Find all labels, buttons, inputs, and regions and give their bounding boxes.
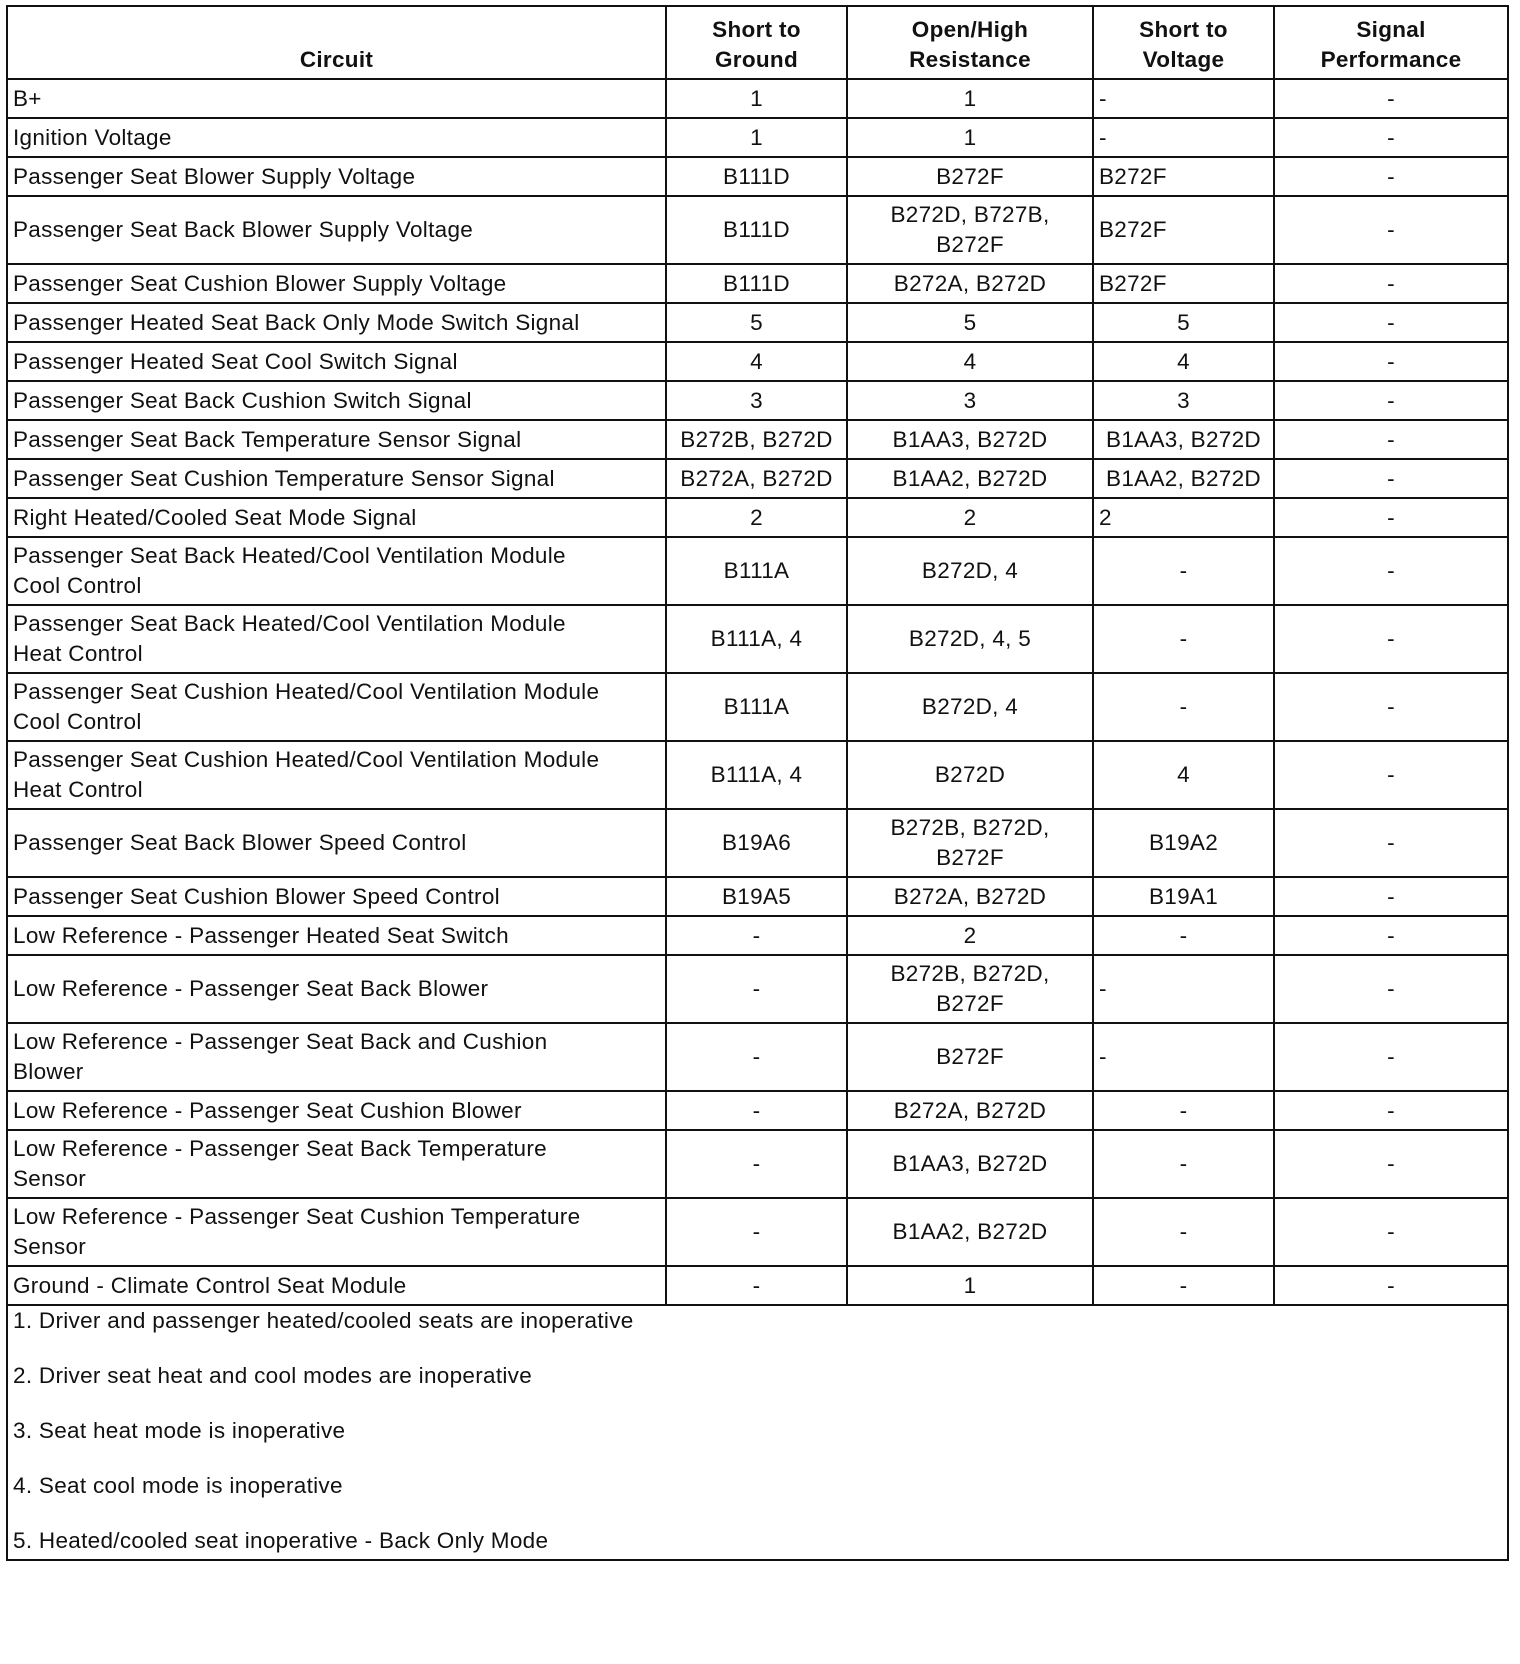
cell-short-to-voltage-line: 4 xyxy=(1177,348,1190,374)
cell-short-to-ground xyxy=(666,381,847,420)
cell-short-to-ground xyxy=(666,877,847,916)
table-row xyxy=(7,498,1508,537)
cell-short-to-voltage xyxy=(1093,741,1274,809)
cell-signal-performance: - xyxy=(1274,342,1508,381)
table-row xyxy=(7,118,1508,157)
cell-open-high-resistance xyxy=(847,877,1093,916)
cell-open-high-resistance-line: B272B, B272D, xyxy=(890,961,1050,986)
cell-short-to-ground xyxy=(666,741,847,809)
table-row xyxy=(7,1023,1508,1091)
header-short-to-ground-line-2: Ground xyxy=(714,47,799,72)
table-body xyxy=(7,79,1508,1305)
cell-open-high-resistance-line: B272D xyxy=(934,762,1006,787)
cell-open-high-resistance-line: B1AA3, B272D xyxy=(892,1151,1048,1176)
cell-short-to-ground xyxy=(666,1091,847,1130)
header-circuit: Circuit xyxy=(7,6,666,79)
cell-circuit-line: Passenger Seat Cushion Blower Speed Control xyxy=(13,883,500,909)
cell-short-to-ground xyxy=(666,916,847,955)
cell-circuit-line: Blower xyxy=(13,1059,84,1084)
cell-short-to-voltage-line: - xyxy=(1179,1219,1188,1244)
cell-circuit-line: Passenger Heated Seat Cool Switch Signal xyxy=(13,348,458,374)
footnote-item: 3. Seat heat mode is inoperative xyxy=(13,1418,346,1443)
cell-signal-performance: - xyxy=(1274,498,1508,537)
header-row xyxy=(7,6,1508,79)
cell-circuit xyxy=(7,1023,666,1091)
header-signal-performance xyxy=(1274,6,1508,79)
footnotes-row xyxy=(7,1305,1508,1560)
cell-circuit-line: Ignition Voltage xyxy=(13,124,172,150)
cell-signal-performance: - xyxy=(1274,303,1508,342)
cell-short-to-voltage-line: - xyxy=(1099,124,1107,150)
cell-open-high-resistance-line: B272A, B272D xyxy=(893,883,1047,909)
cell-short-to-voltage-line: 5 xyxy=(1177,309,1190,335)
cell-circuit-line: Passenger Seat Cushion Heated/Cool Ventilation Module xyxy=(13,679,600,704)
table-row xyxy=(7,381,1508,420)
cell-circuit xyxy=(7,741,666,809)
cell-short-to-ground xyxy=(666,537,847,605)
cell-open-high-resistance xyxy=(847,605,1093,673)
cell-circuit-line: Sensor xyxy=(13,1234,87,1259)
cell-open-high-resistance xyxy=(847,537,1093,605)
cell-circuit-line: Ground - Climate Control Seat Module xyxy=(13,1272,407,1298)
cell-short-to-voltage-line: - xyxy=(1179,922,1188,948)
cell-open-high-resistance-line: 1 xyxy=(963,1272,977,1298)
cell-short-to-voltage xyxy=(1093,342,1274,381)
table-row xyxy=(7,157,1508,196)
header-short-to-voltage-line-1: Short to xyxy=(1139,17,1228,42)
cell-circuit-line: Passenger Seat Back Temperature Sensor Signal xyxy=(13,426,522,452)
cell-short-to-ground-line: B19A5 xyxy=(721,883,792,909)
cell-short-to-voltage-line: - xyxy=(1179,1151,1188,1176)
header-open-high-resistance-line-1: Open/High xyxy=(911,17,1029,42)
cell-circuit-line: Right Heated/Cooled Seat Mode Signal xyxy=(13,504,417,530)
cell-circuit-line: Passenger Seat Back Cushion Switch Signal xyxy=(13,387,472,413)
cell-short-to-voltage xyxy=(1093,459,1274,498)
cell-signal-performance: - xyxy=(1274,1023,1508,1091)
cell-circuit-line: Low Reference - Passenger Seat Back Blower xyxy=(13,976,489,1001)
cell-open-high-resistance-line: 2 xyxy=(963,922,977,948)
table-row xyxy=(7,1198,1508,1266)
cell-short-to-voltage-line: - xyxy=(1179,1097,1188,1123)
cell-short-to-voltage-line: B1AA2, B272D xyxy=(1106,465,1261,491)
cell-signal-performance: - xyxy=(1274,1130,1508,1198)
cell-short-to-ground-line: B111D xyxy=(723,270,790,296)
cell-circuit xyxy=(7,79,666,118)
cell-short-to-ground xyxy=(666,196,847,264)
cell-short-to-voltage-line: 2 xyxy=(1099,504,1112,530)
cell-circuit-line: Passenger Seat Blower Supply Voltage xyxy=(13,163,416,189)
cell-circuit xyxy=(7,498,666,537)
cell-circuit xyxy=(7,955,666,1023)
cell-open-high-resistance-line: B272B, B272D, xyxy=(890,815,1050,840)
cell-circuit xyxy=(7,459,666,498)
cell-short-to-ground-line: B111D xyxy=(723,163,790,189)
cell-short-to-voltage xyxy=(1093,673,1274,741)
cell-signal-performance: - xyxy=(1274,877,1508,916)
cell-circuit xyxy=(7,196,666,264)
cell-short-to-voltage-line: - xyxy=(1099,976,1107,1001)
cell-circuit-line: Passenger Seat Back Blower Supply Voltage xyxy=(13,217,474,242)
table-row xyxy=(7,877,1508,916)
cell-circuit xyxy=(7,809,666,877)
cell-short-to-ground-line: B111A, 4 xyxy=(710,762,803,787)
cell-short-to-ground xyxy=(666,955,847,1023)
cell-open-high-resistance-line: B272F xyxy=(936,163,1004,189)
cell-open-high-resistance xyxy=(847,118,1093,157)
cell-short-to-ground-line: B111A xyxy=(723,694,790,719)
cell-circuit xyxy=(7,1266,666,1305)
cell-circuit xyxy=(7,118,666,157)
cell-short-to-ground xyxy=(666,342,847,381)
cell-short-to-ground-line: 3 xyxy=(750,387,763,413)
cell-short-to-ground xyxy=(666,1130,847,1198)
cell-short-to-voltage xyxy=(1093,196,1274,264)
cell-circuit-line: Low Reference - Passenger Seat Cushion Temperature xyxy=(13,1204,581,1229)
footnote-item: 1. Driver and passenger heated/cooled seats are inoperative xyxy=(13,1308,634,1333)
cell-short-to-ground-line: 2 xyxy=(750,504,763,530)
cell-circuit xyxy=(7,916,666,955)
cell-open-high-resistance xyxy=(847,498,1093,537)
cell-short-to-voltage xyxy=(1093,809,1274,877)
cell-circuit-line: Passenger Heated Seat Back Only Mode Switch Signal xyxy=(13,309,580,335)
table-row xyxy=(7,420,1508,459)
header-signal-performance-line-2: Performance xyxy=(1320,47,1462,72)
cell-short-to-ground-line: B272A, B272D xyxy=(680,465,833,491)
cell-open-high-resistance-line: 2 xyxy=(963,504,977,530)
cell-short-to-ground xyxy=(666,79,847,118)
cell-signal-performance: - xyxy=(1274,118,1508,157)
cell-short-to-ground xyxy=(666,459,847,498)
cell-open-high-resistance xyxy=(847,1198,1093,1266)
cell-circuit-line: Passenger Seat Cushion Heated/Cool Ventilation Module xyxy=(13,747,600,772)
cell-short-to-voltage-line: 4 xyxy=(1177,762,1190,787)
cell-short-to-voltage xyxy=(1093,1198,1274,1266)
cell-short-to-ground-line: 4 xyxy=(750,348,763,374)
cell-open-high-resistance xyxy=(847,1130,1093,1198)
cell-circuit xyxy=(7,342,666,381)
cell-circuit-line: Passenger Seat Cushion Temperature Sensor Signal xyxy=(13,465,555,491)
table-row xyxy=(7,196,1508,264)
cell-open-high-resistance xyxy=(847,342,1093,381)
cell-short-to-ground xyxy=(666,673,847,741)
cell-circuit xyxy=(7,381,666,420)
cell-short-to-voltage xyxy=(1093,955,1274,1023)
cell-circuit xyxy=(7,1198,666,1266)
cell-short-to-voltage xyxy=(1093,605,1274,673)
cell-short-to-ground-line: 1 xyxy=(750,124,763,150)
cell-open-high-resistance xyxy=(847,916,1093,955)
cell-circuit xyxy=(7,303,666,342)
table-row xyxy=(7,809,1508,877)
footnote-item: 4. Seat cool mode is inoperative xyxy=(13,1473,343,1498)
cell-open-high-resistance-line: B1AA2, B272D xyxy=(892,465,1048,491)
footnotes-cell xyxy=(7,1305,1508,1560)
cell-circuit-line: Heat Control xyxy=(13,777,143,802)
cell-short-to-voltage-line: B19A1 xyxy=(1148,883,1219,909)
cell-open-high-resistance-line: 4 xyxy=(963,348,977,374)
table-row xyxy=(7,342,1508,381)
cell-circuit xyxy=(7,537,666,605)
cell-open-high-resistance-line: B272D, B727B, xyxy=(890,202,1050,227)
cell-short-to-voltage xyxy=(1093,157,1274,196)
cell-signal-performance: - xyxy=(1274,537,1508,605)
cell-short-to-ground-line: - xyxy=(752,1044,761,1069)
cell-short-to-voltage-line: - xyxy=(1179,694,1188,719)
table-row xyxy=(7,741,1508,809)
circuit-fault-table xyxy=(6,5,1509,1561)
cell-signal-performance: - xyxy=(1274,381,1508,420)
cell-circuit xyxy=(7,157,666,196)
cell-short-to-voltage-line: - xyxy=(1179,558,1188,583)
cell-short-to-ground xyxy=(666,157,847,196)
cell-short-to-voltage-line: B272F xyxy=(1099,217,1167,242)
cell-circuit-line: Cool Control xyxy=(13,709,142,734)
cell-circuit xyxy=(7,420,666,459)
cell-signal-performance: - xyxy=(1274,1266,1508,1305)
header-short-to-voltage-line-2: Voltage xyxy=(1142,47,1225,72)
cell-signal-performance: - xyxy=(1274,459,1508,498)
cell-short-to-ground xyxy=(666,264,847,303)
cell-short-to-voltage xyxy=(1093,1130,1274,1198)
cell-signal-performance: - xyxy=(1274,157,1508,196)
cell-short-to-ground xyxy=(666,1023,847,1091)
cell-open-high-resistance xyxy=(847,1266,1093,1305)
cell-open-high-resistance-line: B272A, B272D xyxy=(893,1097,1047,1123)
cell-short-to-voltage xyxy=(1093,916,1274,955)
footnote-item: 2. Driver seat heat and cool modes are inoperative xyxy=(13,1363,533,1388)
cell-signal-performance: - xyxy=(1274,1091,1508,1130)
cell-open-high-resistance xyxy=(847,196,1093,264)
cell-open-high-resistance-line: B272F xyxy=(936,991,1004,1016)
cell-circuit xyxy=(7,264,666,303)
cell-signal-performance: - xyxy=(1274,741,1508,809)
cell-short-to-voltage-line: B272F xyxy=(1099,163,1167,189)
cell-signal-performance: - xyxy=(1274,605,1508,673)
cell-short-to-ground-line: - xyxy=(752,1097,761,1123)
cell-open-high-resistance-line: B1AA2, B272D xyxy=(892,1219,1048,1244)
table-row xyxy=(7,79,1508,118)
cell-short-to-voltage xyxy=(1093,1091,1274,1130)
cell-open-high-resistance-line: 5 xyxy=(963,309,977,335)
cell-open-high-resistance xyxy=(847,459,1093,498)
cell-short-to-voltage xyxy=(1093,118,1274,157)
cell-signal-performance: - xyxy=(1274,916,1508,955)
cell-short-to-ground-line: - xyxy=(752,1151,761,1176)
cell-open-high-resistance-line: B272F xyxy=(936,232,1004,257)
header-signal-performance-line-1: Signal xyxy=(1356,17,1426,42)
cell-short-to-ground-line: B111A, 4 xyxy=(710,626,803,651)
cell-short-to-voltage xyxy=(1093,498,1274,537)
cell-circuit xyxy=(7,605,666,673)
table-row xyxy=(7,1266,1508,1305)
cell-short-to-voltage-line: B272F xyxy=(1099,270,1167,296)
cell-circuit-line: Low Reference - Passenger Seat Back Temperature xyxy=(13,1136,547,1161)
cell-short-to-ground xyxy=(666,498,847,537)
cell-signal-performance: - xyxy=(1274,1198,1508,1266)
cell-short-to-ground-line: - xyxy=(752,1272,761,1298)
cell-short-to-voltage xyxy=(1093,537,1274,605)
cell-open-high-resistance xyxy=(847,1023,1093,1091)
cell-open-high-resistance-line: B272D, 4 xyxy=(921,558,1019,583)
cell-open-high-resistance xyxy=(847,157,1093,196)
cell-signal-performance: - xyxy=(1274,955,1508,1023)
cell-open-high-resistance xyxy=(847,420,1093,459)
cell-short-to-ground-line: - xyxy=(752,1219,761,1244)
cell-short-to-voltage xyxy=(1093,264,1274,303)
cell-signal-performance: - xyxy=(1274,809,1508,877)
cell-short-to-ground-line: B19A6 xyxy=(721,830,792,855)
header-open-high-resistance xyxy=(847,6,1093,79)
cell-circuit-line: Cool Control xyxy=(13,573,142,598)
table-row xyxy=(7,264,1508,303)
table-row xyxy=(7,1091,1508,1130)
cell-open-high-resistance xyxy=(847,1091,1093,1130)
cell-open-high-resistance-line: B272F xyxy=(936,845,1004,870)
cell-short-to-voltage-line: 3 xyxy=(1177,387,1190,413)
cell-open-high-resistance-line: 1 xyxy=(963,124,977,150)
cell-short-to-voltage xyxy=(1093,420,1274,459)
table-row xyxy=(7,955,1508,1023)
cell-signal-performance: - xyxy=(1274,196,1508,264)
cell-open-high-resistance xyxy=(847,79,1093,118)
cell-circuit-line: Passenger Seat Back Blower Speed Control xyxy=(13,830,467,855)
cell-short-to-ground-line: - xyxy=(752,976,761,1001)
cell-circuit-line: Heat Control xyxy=(13,641,143,666)
header-short-to-ground xyxy=(666,6,847,79)
cell-short-to-voltage xyxy=(1093,1266,1274,1305)
cell-open-high-resistance-line: 3 xyxy=(963,387,977,413)
cell-short-to-voltage xyxy=(1093,381,1274,420)
cell-short-to-ground xyxy=(666,1198,847,1266)
cell-short-to-ground xyxy=(666,303,847,342)
cell-open-high-resistance-line: B1AA3, B272D xyxy=(892,426,1048,452)
table-row xyxy=(7,673,1508,741)
cell-signal-performance: - xyxy=(1274,420,1508,459)
footnote-item: 5. Heated/cooled seat inoperative - Back Only Mode xyxy=(13,1528,549,1553)
cell-circuit-line: B+ xyxy=(13,85,42,111)
cell-circuit-line: Passenger Seat Back Heated/Cool Ventilation Module xyxy=(13,611,566,636)
cell-circuit-line: Low Reference - Passenger Seat Back and Cushion xyxy=(13,1029,548,1054)
cell-short-to-voltage-line: - xyxy=(1179,1272,1188,1298)
cell-short-to-ground xyxy=(666,605,847,673)
cell-open-high-resistance xyxy=(847,809,1093,877)
cell-open-high-resistance xyxy=(847,955,1093,1023)
cell-short-to-voltage-line: - xyxy=(1099,1044,1107,1069)
cell-short-to-ground-line: - xyxy=(752,922,761,948)
cell-open-high-resistance xyxy=(847,264,1093,303)
cell-open-high-resistance xyxy=(847,303,1093,342)
table-row xyxy=(7,303,1508,342)
cell-signal-performance: - xyxy=(1274,673,1508,741)
table-row xyxy=(7,916,1508,955)
cell-short-to-voltage-line: - xyxy=(1099,85,1107,111)
cell-short-to-ground-line: B111D xyxy=(723,217,790,242)
cell-short-to-voltage xyxy=(1093,1023,1274,1091)
cell-short-to-ground xyxy=(666,809,847,877)
cell-open-high-resistance-line: B272D, 4 xyxy=(921,694,1019,719)
cell-signal-performance: - xyxy=(1274,264,1508,303)
cell-short-to-voltage xyxy=(1093,79,1274,118)
cell-circuit-line: Sensor xyxy=(13,1166,87,1191)
cell-circuit-line: Passenger Seat Back Heated/Cool Ventilation Module xyxy=(13,543,566,568)
table-row xyxy=(7,537,1508,605)
cell-circuit xyxy=(7,1130,666,1198)
cell-circuit xyxy=(7,673,666,741)
table-row xyxy=(7,1130,1508,1198)
cell-circuit-line: Low Reference - Passenger Heated Seat Switch xyxy=(13,922,509,948)
cell-circuit xyxy=(7,877,666,916)
cell-short-to-voltage xyxy=(1093,877,1274,916)
diagnostic-table-sheet xyxy=(6,5,1507,1561)
cell-circuit-line: Passenger Seat Cushion Blower Supply Voltage xyxy=(13,270,507,296)
cell-circuit xyxy=(7,1091,666,1130)
cell-short-to-ground-line: 5 xyxy=(750,309,763,335)
cell-circuit-line: Low Reference - Passenger Seat Cushion Blower xyxy=(13,1097,522,1123)
cell-short-to-ground-line: B272B, B272D xyxy=(680,426,833,452)
cell-open-high-resistance-line: 1 xyxy=(963,85,977,111)
cell-open-high-resistance-line: B272F xyxy=(936,1044,1004,1069)
table-row xyxy=(7,459,1508,498)
cell-short-to-voltage-line: B1AA3, B272D xyxy=(1106,426,1261,452)
cell-short-to-voltage xyxy=(1093,303,1274,342)
cell-open-high-resistance xyxy=(847,381,1093,420)
cell-short-to-ground xyxy=(666,1266,847,1305)
header-short-to-voltage xyxy=(1093,6,1274,79)
cell-open-high-resistance-line: B272A, B272D xyxy=(893,270,1047,296)
header-open-high-resistance-line-2: Resistance xyxy=(909,47,1031,72)
cell-open-high-resistance xyxy=(847,741,1093,809)
table-row xyxy=(7,605,1508,673)
cell-short-to-ground xyxy=(666,420,847,459)
cell-open-high-resistance-line: B272D, 4, 5 xyxy=(908,626,1032,651)
cell-short-to-ground-line: 1 xyxy=(750,85,763,111)
cell-short-to-voltage-line: - xyxy=(1179,626,1188,651)
cell-short-to-ground xyxy=(666,118,847,157)
cell-signal-performance: - xyxy=(1274,79,1508,118)
header-short-to-ground-line-1: Short to xyxy=(712,17,801,42)
cell-open-high-resistance xyxy=(847,673,1093,741)
cell-short-to-ground-line: B111A xyxy=(723,558,790,583)
cell-short-to-voltage-line: B19A2 xyxy=(1148,830,1219,855)
